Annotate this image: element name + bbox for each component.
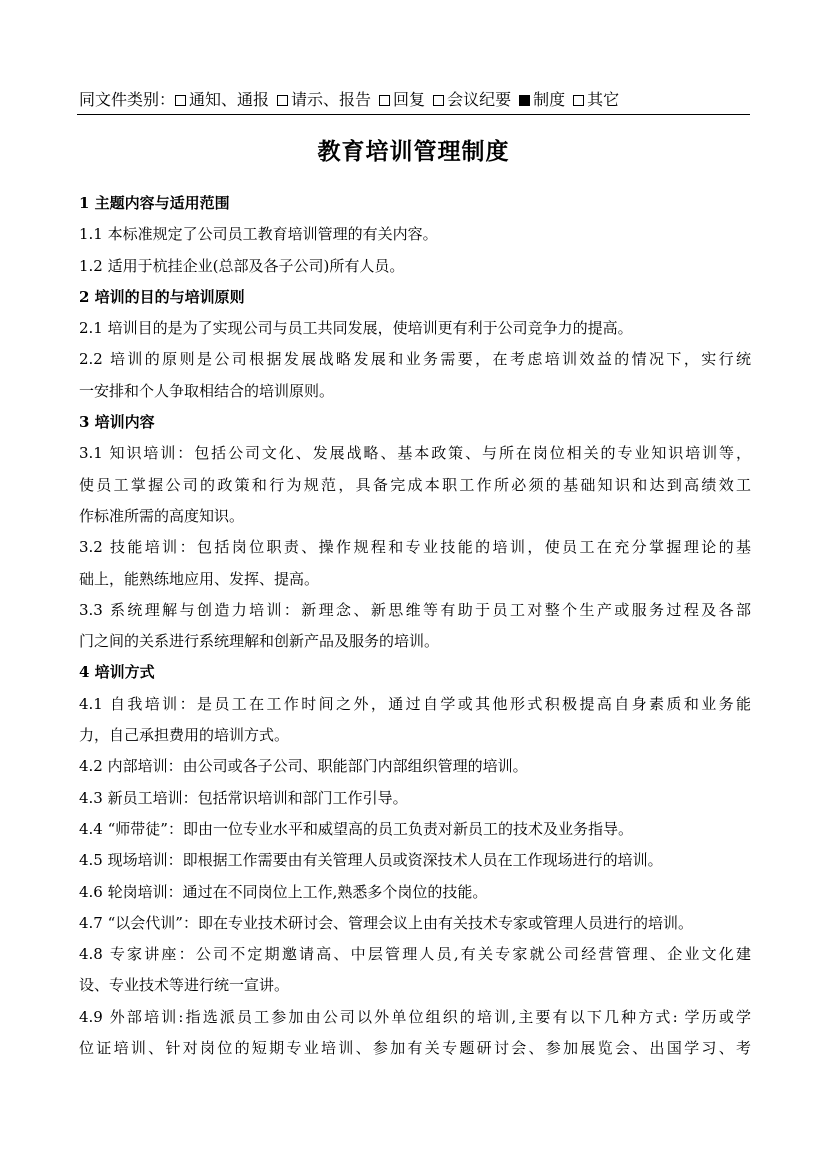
category-regulation: 制度 <box>519 90 565 109</box>
section-heading: 2 培训的目的与培训原则 <box>79 287 245 306</box>
checkbox-meeting-minutes <box>433 95 444 106</box>
checkbox-notice <box>175 95 186 106</box>
paragraph-line: 4.8 专家讲座：公司不定期邀请高、中层管理人员,有关专家就公司经营管理、企业文化建 <box>79 945 751 964</box>
section-heading: 4 培训方式 <box>79 663 155 682</box>
category-request-report: 请示、报告 <box>277 90 371 109</box>
paragraph-line: 3.1 知识培训：包括公司文化、发展战略、基本政策、与所在岗位相关的专业知识培训等， <box>79 444 751 463</box>
paragraph-line: 位证培训、针对岗位的短期专业培训、参加有关专题研讨会、参加展览会、出国学习、考 <box>79 1039 751 1058</box>
paragraph-line: 4.3 新员工培训：包括常识培训和部门工作引导。 <box>79 788 408 807</box>
checkbox-other <box>573 95 584 106</box>
paragraph-line: 3.3 系统理解与创造力培训：新理念、新思维等有助于员工对整个生产或服务过程及各部 <box>79 600 751 619</box>
paragraph-line: 设、专业技术等进行统一宣讲。 <box>79 976 290 995</box>
paragraph-line: 2.2 培训的原则是公司根据发展战略发展和业务需要，在考虑培训效益的情况下，实行统 <box>79 350 751 369</box>
checkbox-reply <box>379 95 390 106</box>
category-meeting-minutes: 会议纪要 <box>433 90 511 109</box>
header-divider <box>77 114 750 115</box>
paragraph-line: 4.1 自我培训：是员工在工作时间之外，通过自学或其他形式积极提高自身素质和业务能 <box>79 694 751 713</box>
paragraph-line: 一安排和个人争取相结合的培训原则。 <box>79 381 335 400</box>
category-reply: 回复 <box>379 90 425 109</box>
category-other: 其它 <box>573 90 619 109</box>
document-title: 教育培训管理制度 <box>317 139 510 165</box>
checkbox-request-report <box>277 95 288 106</box>
paragraph-line: 力，自己承担费用的培训方式。 <box>79 726 290 745</box>
paragraph-line: 4.2 内部培训：由公司或各子公司、职能部门内部组织管理的培训。 <box>79 757 528 776</box>
paragraph-line: 4.5 现场培训：即根据工作需要由有关管理人员或资深技术人员在工作现场进行的培训。 <box>79 851 663 870</box>
paragraph-line: 4.7 “以会代训”：即在专业技术研讨会、管理会议上由有关技术专家或管理人员进行的培训。 <box>79 913 693 932</box>
paragraph-line: 2.1 培训目的是为了实现公司与员工共同发展，使培训更有利于公司竞争力的提高。 <box>79 319 633 338</box>
paragraph-line: 4.9 外部培训:指选派员工参加由公司以外单位组织的培训,主要有以下几种方式: 学历或学 <box>79 1007 751 1026</box>
paragraph-line: 1.1 本标准规定了公司员工教育培训管理的有关内容。 <box>79 225 438 244</box>
section-heading: 3 培训内容 <box>79 413 155 432</box>
paragraph-line: 4.6 轮岗培训：通过在不同岗位上工作,熟悉多个岗位的技能。 <box>79 882 488 901</box>
paragraph-line: 础上，能熟练地应用、发挥、提高。 <box>79 569 320 588</box>
paragraph-line: 1.2 适用于杭挂企业(总部及各子公司)所有人员。 <box>79 256 405 275</box>
paragraph-line: 门之间的关系进行系统理解和创新产品及服务的培训。 <box>79 632 440 651</box>
paragraph-line: 4.4 “师带徒”：即由一位专业水平和威望高的员工负责对新员工的技术及业务指导。 <box>79 819 633 838</box>
file-category-label: 同文件类别： <box>79 90 176 109</box>
file-category-row <box>79 88 751 112</box>
checkbox-regulation <box>519 95 530 106</box>
paragraph-line: 使员工掌握公司的政策和行为规范，具备完成本职工作所必须的基础知识和达到高绩效工 <box>79 475 751 494</box>
document-body <box>79 188 751 1064</box>
paragraph-line: 3.2 技能培训：包括岗位职责、操作规程和专业技能的培训，使员工在充分掌握理论的基 <box>79 538 751 557</box>
section-heading: 1 主题内容与适用范围 <box>79 194 230 212</box>
paragraph-line: 作标准所需的高度知识。 <box>79 506 245 525</box>
category-notice: 通知、通报 <box>175 90 269 109</box>
